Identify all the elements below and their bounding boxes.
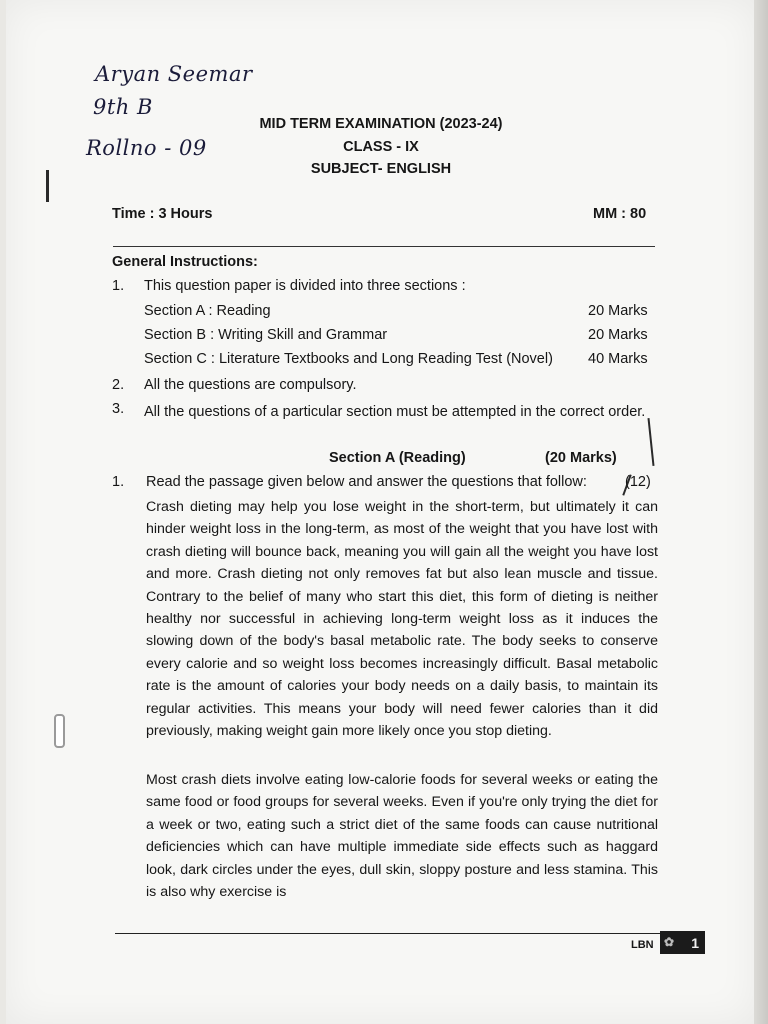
instruction-number: 1.	[112, 278, 125, 294]
passage-paragraph: Most crash diets involve eating low-calorie foods for several weeks or eating the same food or food groups for several weeks. Even if you're only trying the diet for a week or two, eating such a strict diet of the same foods can cause nutritional deficiencies which can have multiple immediate side effects such as haggard look, dark circles under the eyes, dull skin, sloppy posture and less stamina. This is also why exercise is	[146, 772, 658, 901]
question-marks: (12)	[625, 474, 651, 490]
question-prompt: Read the passage given below and answer the questions that follow:	[146, 474, 587, 490]
instructions-heading: General Instructions:	[112, 254, 258, 270]
publisher-logo-icon: ✿	[664, 935, 675, 949]
instruction-text: All the questions are compulsory.	[144, 377, 357, 393]
page-number-box	[660, 931, 705, 954]
section-a-title: Section A (Reading)	[329, 450, 466, 466]
student-class: 9th B	[93, 95, 153, 119]
section-a-marks: 20 Marks	[588, 303, 648, 319]
instruction-text: This question paper is divided into three sections :	[144, 278, 466, 294]
section-c-marks: 40 Marks	[588, 351, 648, 367]
passage-paragraph: Crash dieting may help you lose weight in the short-term, but ultimately it can hinder weight loss in the long-term, as most of the weight that you have lost with crash dieting will bounce back, meaning you will gain all the weight you have lost and more. Crash dieting not only removes fat but also lean muscle and tissue. Contrary to the belief of many who start this diet, this form of dieting is neither healthy nor successful in achieving long-term weight loss as it induces the slowing down of the body's basal metabolic rate. The body seeks to conserve every calorie and so weight loss becomes increasingly difficult. Basal metabolic rate is the amount of calories your body needs on a daily basis, to maintain its regular activities. This means your body will need fewer calories than it did previously, making weight gain more likely once you stop dieting.	[146, 499, 658, 740]
section-b-marks: 20 Marks	[588, 327, 648, 343]
footer-code: LBN	[631, 939, 654, 951]
section-a-total: (20 Marks)	[545, 450, 617, 466]
student-roll: Rollno - 09	[86, 136, 207, 160]
instruction-text: All the questions of a particular section must be attempted in the correct order.	[144, 404, 646, 420]
section-b-name: Section B : Writing Skill and Grammar	[144, 327, 388, 343]
exam-class: CLASS - IX	[343, 139, 419, 155]
instruction-number: 2.	[112, 377, 125, 393]
header-divider	[113, 246, 655, 247]
footer-divider	[115, 933, 660, 934]
exam-subject: SUBJECT- ENGLISH	[310, 161, 452, 177]
section-a-name: Section A : Reading	[144, 303, 271, 319]
question-number: 1.	[112, 474, 125, 490]
exam-time: Time : 3 Hours	[112, 206, 213, 222]
exam-title: MID TERM EXAMINATION (2023-24)	[259, 116, 503, 132]
section-c-name: Section C : Literature Textbooks and Long Reading Test (Novel)	[144, 351, 553, 367]
max-marks: MM : 80	[593, 206, 647, 222]
binder-clip	[54, 714, 65, 748]
page-number: 1	[691, 934, 699, 951]
instruction-number: 3.	[112, 401, 125, 417]
student-name: Aryan Seemar	[95, 62, 253, 86]
